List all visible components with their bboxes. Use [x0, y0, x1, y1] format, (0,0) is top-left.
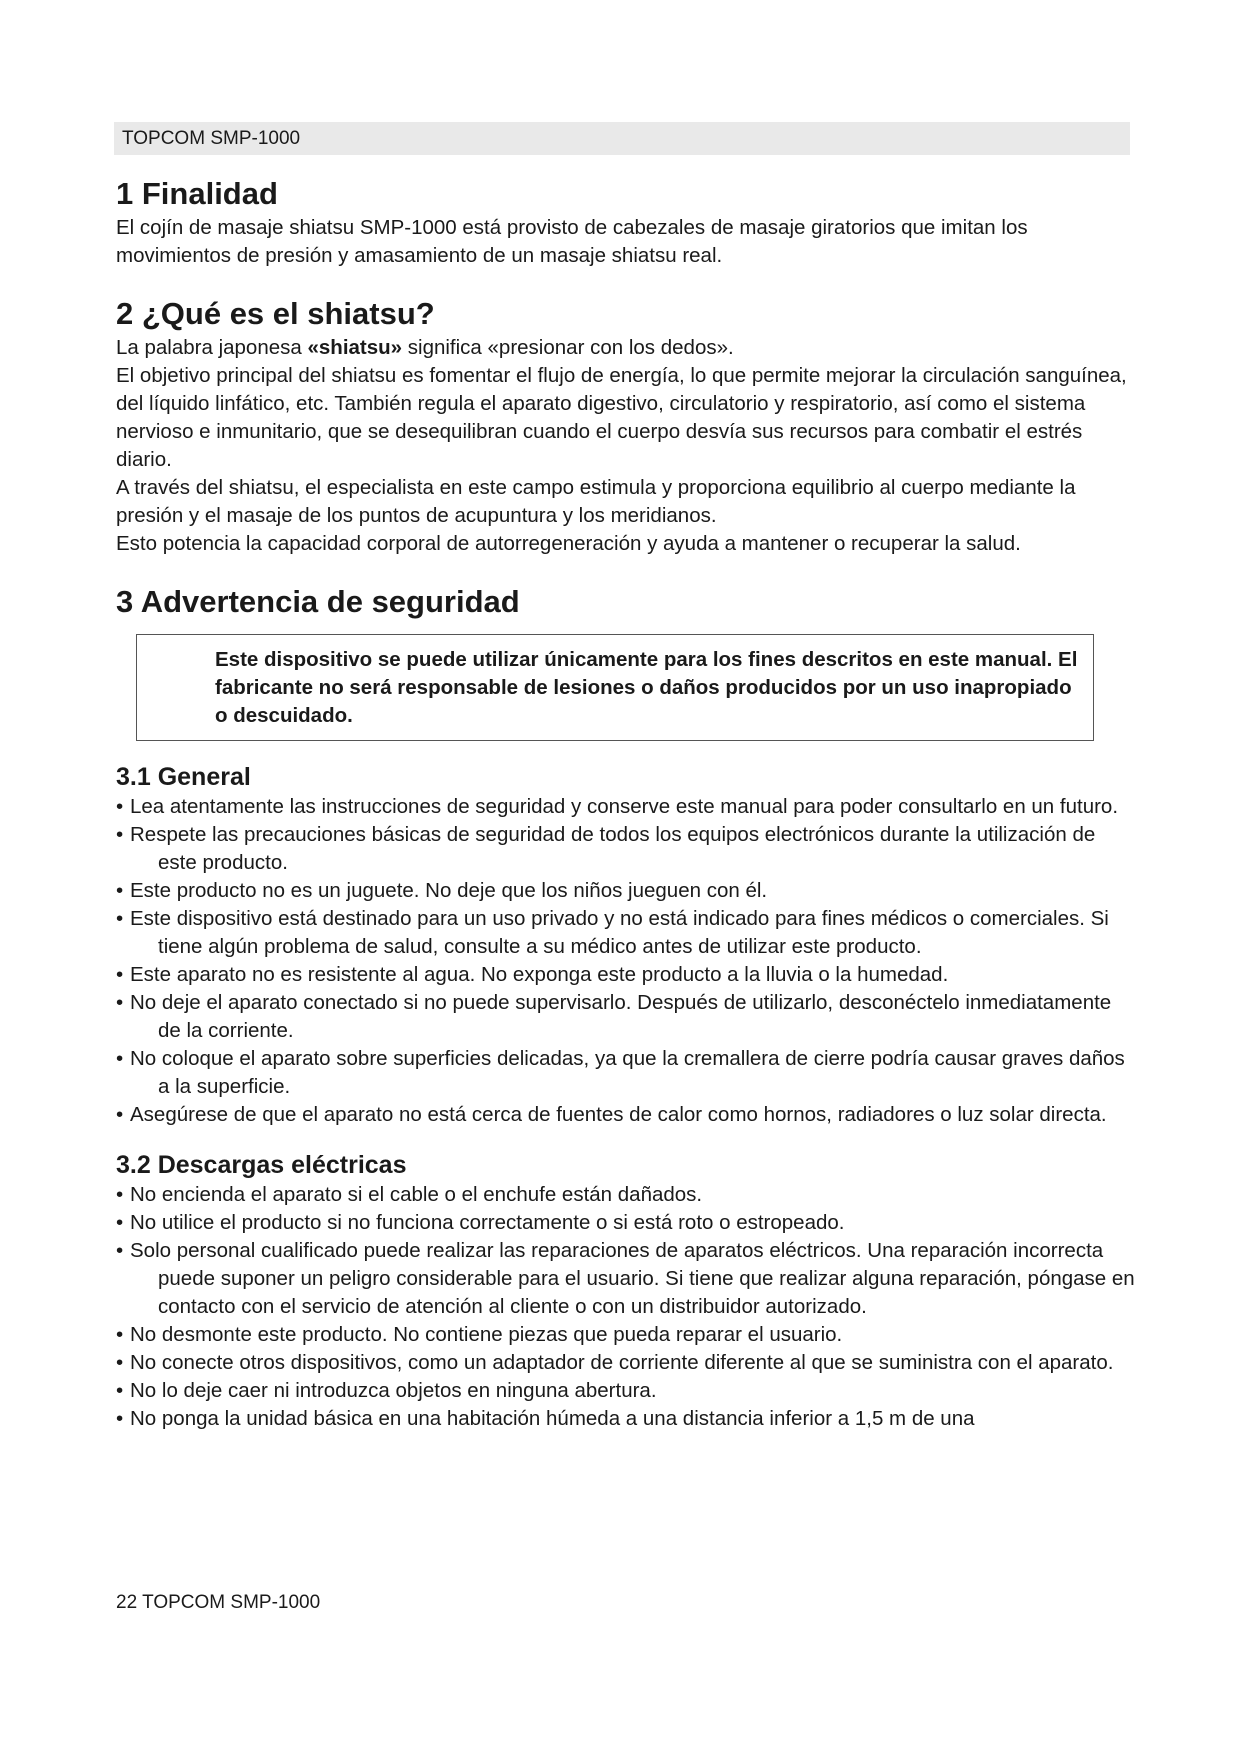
list-item: • Este producto no es un juguete. No deje que los niños jueguen con él.	[116, 879, 768, 902]
section-2-intro-term: «shiatsu»	[307, 336, 403, 359]
list-item: • Respete las precauciones básicas de seguridad de todos los equipos electrónicos durante la utilización de este producto.	[116, 823, 1096, 874]
list-item: • Asegúrese de que el aparato no está cerca de fuentes de calor como hornos, radiadores o luz solar directa.	[116, 1103, 1107, 1126]
section-3-2-list	[116, 1181, 1136, 1433]
list-item: • No coloque el aparato sobre superficies delicadas, ya que la cremallera de cierre podría causar graves daños a la superficie.	[116, 1047, 1125, 1098]
section-3-1-title: 3.1 General	[116, 763, 251, 791]
list-item: • No conecte otros dispositivos, como un adaptador de corriente diferente al que se suministra con el aparato.	[116, 1351, 1114, 1374]
section-1-title: 1 Finalidad	[116, 176, 278, 211]
page-header-text: TOPCOM SMP-1000	[122, 128, 301, 149]
list-item: • No lo deje caer ni introduzca objetos en ninguna abertura.	[116, 1379, 657, 1402]
warning-text: Este dispositivo se puede utilizar únicamente para los fines descritos en este manual. El fabricante no será responsable de lesiones o daños producidos por un uso inapropiado o descuidado.	[215, 648, 1078, 727]
section-3-title: 3 Advertencia de seguridad	[116, 584, 520, 619]
section-2-intro-post: significa «presionar con los dedos».	[402, 336, 734, 359]
page-content	[116, 174, 1136, 1433]
section-1-paragraph: El cojín de masaje shiatsu SMP-1000 está provisto de cabezales de masaje giratorios que imitan los movimientos de presión y amasamiento de un masaje shiatsu real.	[116, 216, 1028, 267]
section-3-2-title: 3.2 Descargas eléctricas	[116, 1151, 407, 1179]
page-header-bar	[114, 122, 1130, 155]
section-2-intro	[116, 334, 1136, 362]
section-3-1-list	[116, 793, 1136, 1129]
section-2-paragraph-4: Esto potencia la capacidad corporal de autorregeneración y ayuda a mantener o recuperar la salud.	[116, 532, 1021, 555]
section-2-title: 2 ¿Qué es el shiatsu?	[116, 296, 435, 331]
list-item: • Este aparato no es resistente al agua. No exponga este producto a la lluvia o la humedad.	[116, 963, 949, 986]
list-item: • No deje el aparato conectado si no puede supervisarlo. Después de utilizarlo, desconéctelo inmediatamente de la corriente.	[116, 991, 1112, 1042]
page-footer: 22 TOPCOM SMP-1000	[116, 1592, 321, 1613]
list-item: • No desmonte este producto. No contiene piezas que pueda reparar el usuario.	[116, 1323, 843, 1346]
list-item: • No ponga la unidad básica en una habitación húmeda a una distancia inferior a 1,5 m de una	[116, 1407, 975, 1430]
section-2-paragraph-2: El objetivo principal del shiatsu es fomentar el flujo de energía, lo que permite mejorar la circulación sanguínea, del líquido linfático, etc. También regula el aparato digestivo, circulatorio y respiratorio, así como el sistema nervioso e inmunitario, que se desequilibran cuando el cuerpo desvía sus recursos para combatir el estrés diario.	[116, 364, 1127, 471]
warning-box	[136, 634, 1094, 741]
list-item: • Este dispositivo está destinado para un uso privado y no está indicado para fines médicos o comerciales. Si tiene algún problema de salud, consulte a su médico antes de utilizar este producto.	[116, 907, 1109, 958]
list-item: • Solo personal cualificado puede realizar las reparaciones de aparatos eléctricos. Una reparación incorrecta puede suponer un peligro considerable para el usuario. Si tiene que realizar alguna reparación, póngase en contacto con el servicio de atención al cliente o con un distribuidor autorizado.	[116, 1239, 1135, 1318]
list-item: • No encienda el aparato si el cable o el enchufe están dañados.	[116, 1183, 703, 1206]
section-2-paragraph-3: A través del shiatsu, el especialista en este campo estimula y proporciona equilibrio al cuerpo mediante la presión y el masaje de los puntos de acupuntura y los meridianos.	[116, 476, 1076, 527]
list-item: • No utilice el producto si no funciona correctamente o si está roto o estropeado.	[116, 1211, 845, 1234]
section-2-intro-pre: La palabra japonesa	[116, 336, 308, 359]
list-item: • Lea atentamente las instrucciones de seguridad y conserve este manual para poder consultarlo en un futuro.	[116, 795, 1119, 818]
